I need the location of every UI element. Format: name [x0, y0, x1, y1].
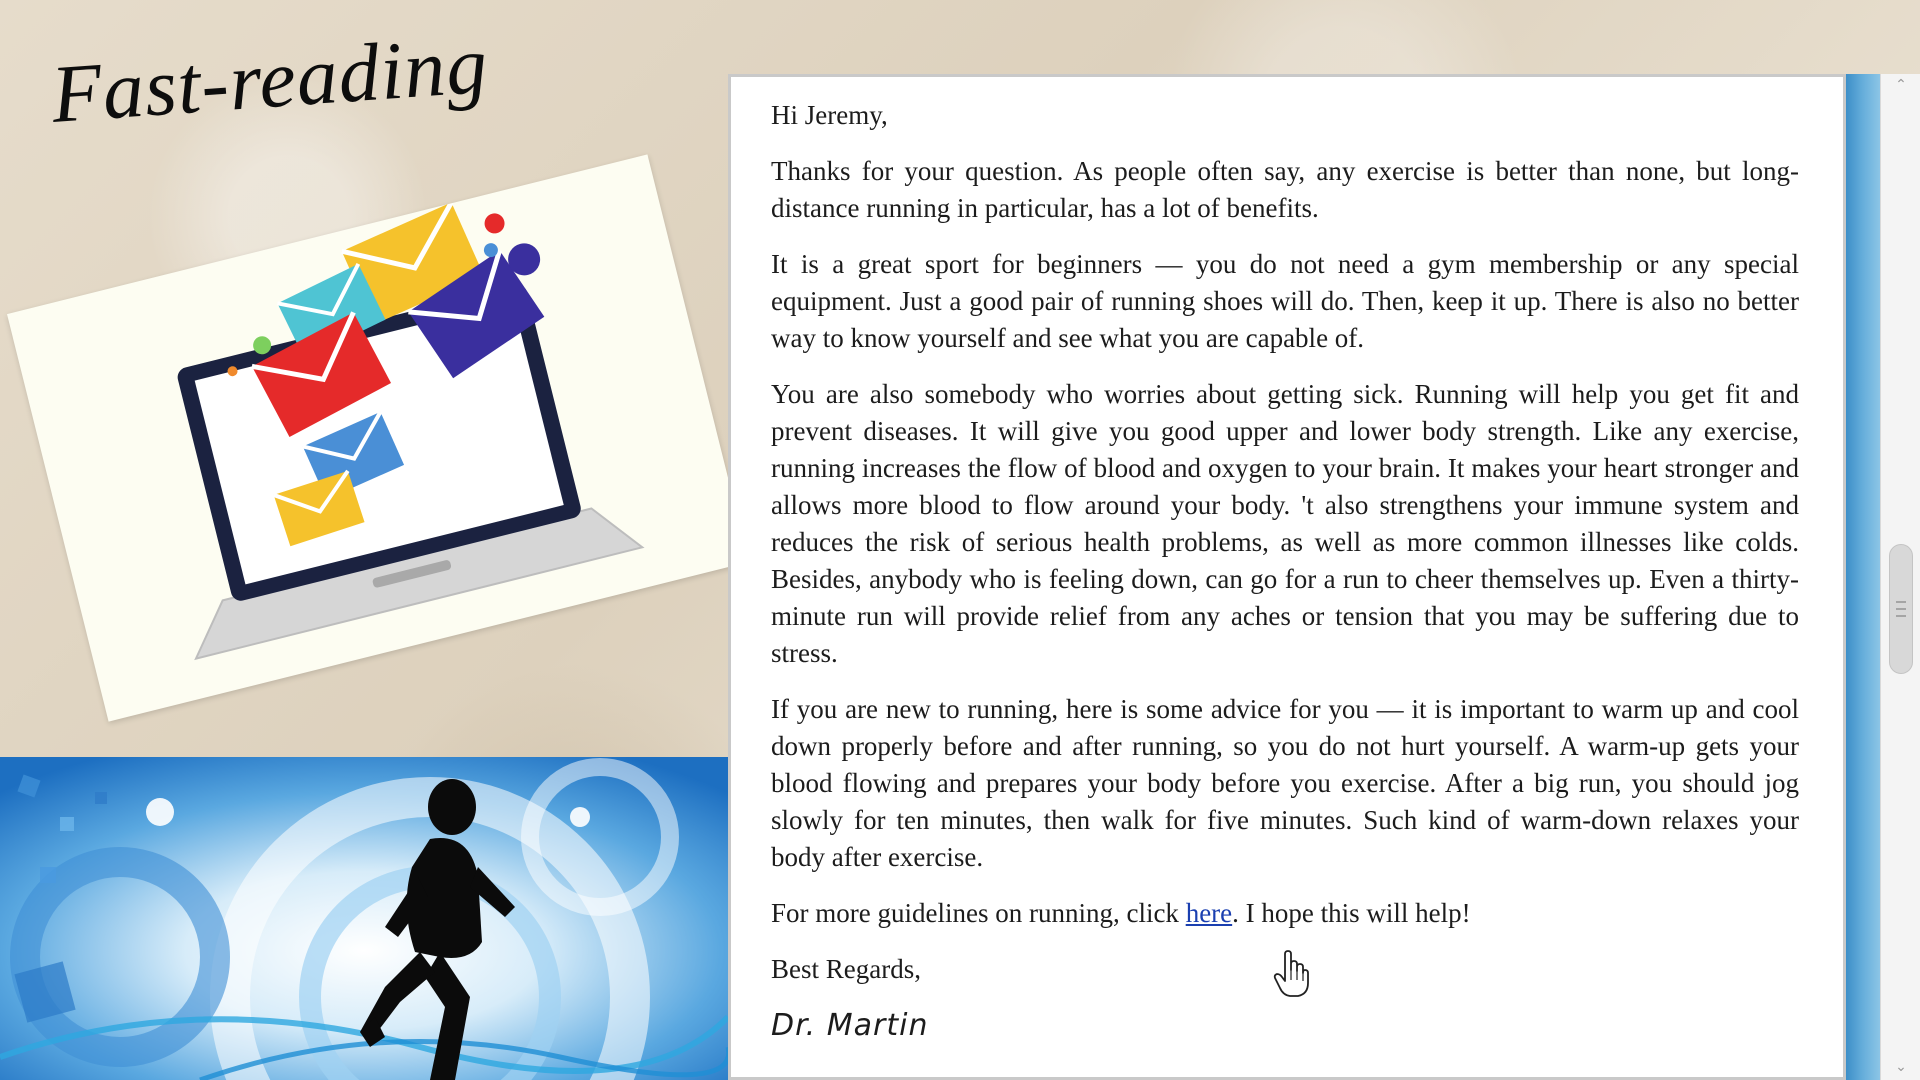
slide-title: Fast-reading: [48, 18, 491, 141]
window-frame-bar: [1846, 74, 1880, 1080]
email-laptop-illustration: [7, 154, 749, 721]
scrollbar-thumb[interactable]: [1889, 544, 1913, 674]
letter-closing: Best Regards,: [771, 954, 921, 984]
chevron-down-icon[interactable]: ⌄: [1895, 1059, 1907, 1075]
letter-signature: Dr. Martin: [771, 1008, 929, 1043]
decor-dot: [482, 211, 506, 235]
chevron-up-icon[interactable]: ⌃: [1895, 77, 1907, 93]
letter-guideline: [771, 895, 1799, 932]
guideline-text-before: For more guidelines on running, click: [771, 898, 1186, 928]
letter-paragraph-4: If you are new to running, here is some advice for you — it is important to warm up and cool down properly before and after running, so you do not hurt yourself. A warm-up gets your blood flowing and prepares your body before you exercise. After a big run, you should jog slowly for ten minutes, then walk for five minutes. Such kind of warm-down relaxes your body after exercise.: [771, 694, 1799, 872]
hand-pointer-icon: [1273, 950, 1309, 998]
letter-greeting: Hi Jeremy,: [771, 100, 888, 130]
runner-illustration: [0, 757, 728, 1080]
guideline-here-link[interactable]: here: [1185, 898, 1233, 928]
vertical-scrollbar[interactable]: [1880, 74, 1920, 1080]
guideline-text-after: . I hope this will help!: [1232, 898, 1471, 928]
grip-icon: [1896, 601, 1906, 617]
letter-paragraph-2: It is a great sport for beginners — you do not need a gym membership or any special equipment. Just a good pair of running shoes will do. Then, keep it up. There is also no better way to know yourself and see what you are capable of.: [771, 249, 1799, 353]
letter-paragraph-1: Thanks for your question. As people often say, any exercise is better than none, but long-distance running in particular, has a lot of benefits.: [771, 156, 1799, 223]
letter-paragraph-3: You are also somebody who worries about getting sick. Running will help you get fit and prevent diseases. It will give you good upper and lower body strength. Like any exercise, running increases the flow of blood and oxygen to your brain. It makes your heart stronger and allows more blood to flow around your body. 't also strengthens your immune system and reduces the risk of serious health problems, as well as more common illnesses like colds. Besides, anybody who is feeling down, can go for a run to cheer themselves up. Even a thirty-minute run will provide relief from any aches or tension that you may be suffering due to stress.: [771, 379, 1799, 668]
letter-panel: [728, 74, 1846, 1080]
